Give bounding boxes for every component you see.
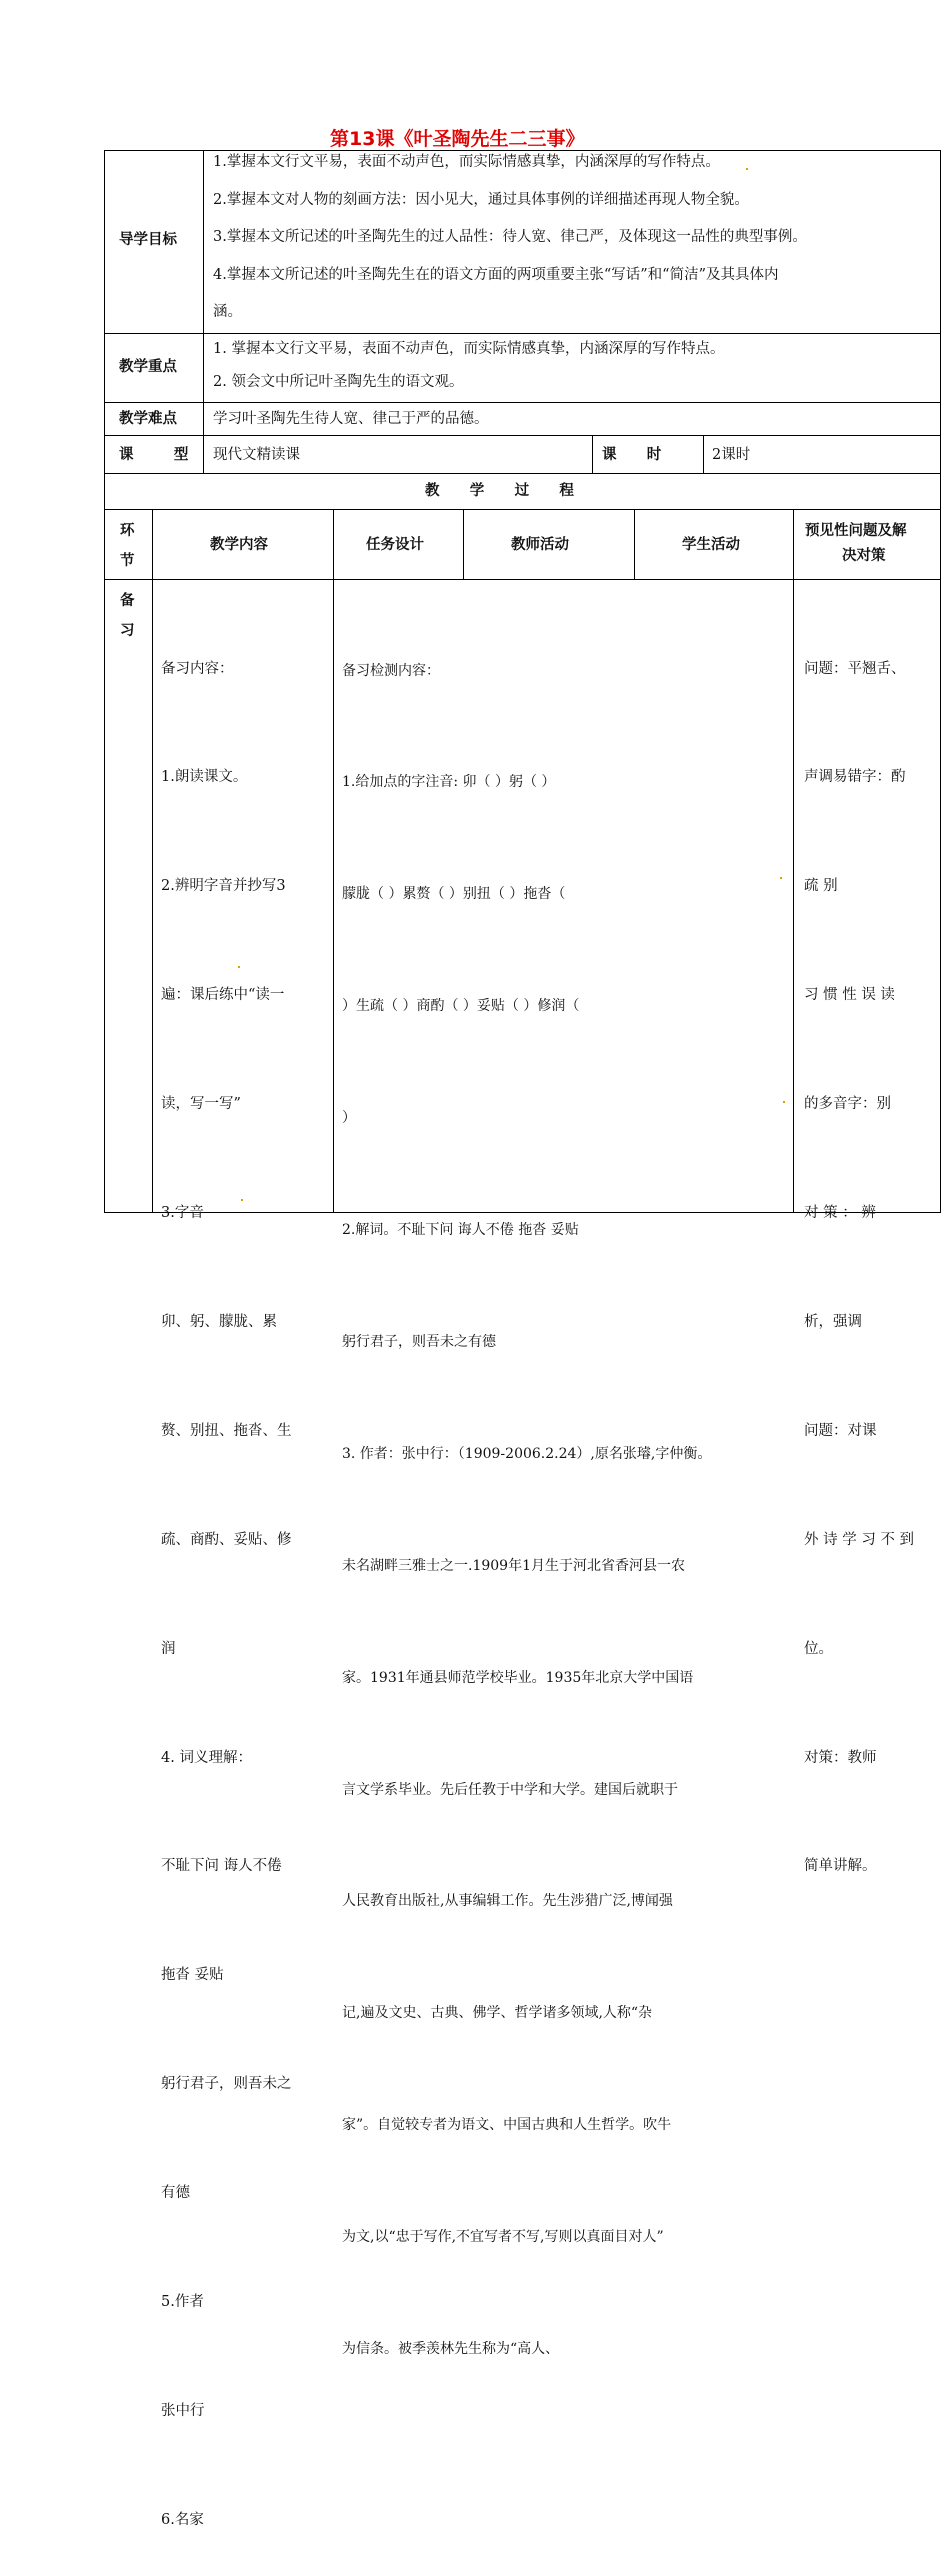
goal-item: 2.掌握本文对人物的刻画方法：因小见大，通过具体事例的详细描述再现人物全貌。 xyxy=(213,191,749,208)
column-divider xyxy=(703,435,704,473)
content-line: 3.字音 xyxy=(161,1205,204,1222)
content-line: 1.朗读课文。 xyxy=(161,769,248,786)
hours-value: 2课时 xyxy=(712,447,751,463)
col-problems-header-1: 预见性问题及解 xyxy=(805,523,907,539)
page-title: 第13课《叶圣陶先生二三事》 xyxy=(330,128,585,150)
task-design xyxy=(342,578,711,2406)
content-line: 备习内容： xyxy=(161,660,234,677)
course-type-label: 课 型 xyxy=(119,447,189,463)
task-line: 言文学系毕业。先后任教于中学和大学。建国后就职于 xyxy=(342,1781,678,1798)
task-line: 3. 作者：张中行：（1909-2006.2.24）,原名张璿,字仲衡。 xyxy=(342,1445,712,1462)
column-divider xyxy=(793,509,794,1213)
task-line: 朦胧（ ）累赘（ ）别扭（ ）拖沓（ xyxy=(342,886,566,903)
content-line: 读，写一写” xyxy=(161,1096,241,1113)
key-point-item: 1. 掌握本文行文平易，表面不动声色，而实际情感真挚，内涵深厚的写作特点。 xyxy=(213,341,725,357)
problem-line: 声调易错字：酌 xyxy=(804,769,906,786)
task-line: 备习检测内容： xyxy=(342,662,440,679)
content-line: 疏、商酌、妥贴、修 xyxy=(161,1531,292,1548)
problem-line: 问题：对课 xyxy=(804,1422,877,1439)
content-line: 2.辨明字音并抄写3 xyxy=(161,878,286,895)
content-line: 6.名家 xyxy=(161,2511,204,2528)
goal-item: 3.掌握本文所记述的叶圣陶先生的过人品性：待人宽、律己严，及体现这一品性的典型事例。 xyxy=(213,229,807,245)
task-line: ） xyxy=(342,1110,356,1127)
row-divider xyxy=(104,402,941,403)
content-line: 张中行 xyxy=(161,2402,205,2419)
problem-line: 对 策 ： 辨 xyxy=(804,1205,876,1222)
task-line: 躬行君子，则吾未之有德 xyxy=(342,1333,496,1350)
task-line: 1.给加点的字注音: 卯（ ）躬（ ） xyxy=(342,774,556,791)
stage-label: 备习 xyxy=(120,593,135,639)
column-divider xyxy=(203,150,204,473)
task-line: 人民教育出版社,从事编辑工作。先生涉猎广泛,博闻强 xyxy=(342,1893,673,1910)
problem-line: 位。 xyxy=(804,1640,833,1657)
column-divider xyxy=(333,509,334,1213)
scan-speck xyxy=(238,966,240,968)
difficulty-text: 学习叶圣陶先生待人宽、律己于严的品德。 xyxy=(213,411,489,427)
column-divider xyxy=(463,509,464,579)
col-content-header: 教学内容 xyxy=(210,537,268,553)
goal-item: 4.掌握本文所记述的叶圣陶先生在的语文方面的两项重要主张“写话”和“简洁”及其具体内 xyxy=(213,266,779,283)
column-divider xyxy=(152,509,153,1213)
col-task-header: 任务设计 xyxy=(366,537,424,553)
problem-line: 习 惯 性 误 读 xyxy=(804,987,895,1004)
content-line: 卯、躬、朦胧、累 xyxy=(161,1313,277,1330)
teaching-content xyxy=(161,578,292,2574)
content-line: 赘、别扭、拖沓、生 xyxy=(161,1422,292,1439)
problem-line: 析，强调 xyxy=(804,1313,862,1330)
problem-line: 简单讲解。 xyxy=(804,1858,877,1875)
task-line: 2.解词。不耻下问 诲人不倦 拖沓 妥贴 xyxy=(342,1222,579,1239)
difficulty-label: 教学难点 xyxy=(119,411,177,427)
content-line: 拖沓 妥贴 xyxy=(161,1967,224,1984)
content-line: 躬行君子，则吾未之 xyxy=(161,2076,292,2093)
problem-line: 问题：平翘舌、 xyxy=(804,660,906,677)
scan-speck xyxy=(241,1199,243,1201)
goals-list xyxy=(213,144,807,332)
task-line: 为文,以“忠于写作,不宜写者不写,写则以真面目对人” xyxy=(342,2229,664,2246)
scan-speck xyxy=(780,877,782,879)
task-line: 为信条。被季羡林先生称为“高人、 xyxy=(342,2340,560,2357)
content-line: 不耻下问 诲人不倦 xyxy=(161,1858,282,1875)
key-points-list xyxy=(213,333,724,399)
scan-speck xyxy=(746,168,748,170)
task-line: 家。1931年通县师范学校毕业。1935年北京大学中国语 xyxy=(342,1669,694,1686)
row-divider xyxy=(104,509,941,510)
col-stage-header: 环节 xyxy=(120,523,135,569)
problems-countermeasures xyxy=(804,578,914,1921)
content-line: 5.作者 xyxy=(161,2293,204,2310)
course-type-value: 现代文精读课 xyxy=(213,447,300,463)
content-line: 遍：课后练中“读一 xyxy=(161,987,285,1004)
task-line: 记,遍及文史、古典、佛学、哲学诸多领域,人称“杂 xyxy=(342,2005,653,2022)
content-line: 润 xyxy=(161,1640,176,1657)
column-divider xyxy=(634,509,635,579)
row-divider xyxy=(104,473,941,474)
col-teacher-header: 教师活动 xyxy=(511,537,569,553)
column-divider xyxy=(592,435,593,473)
key-point-item: 2. 领会文中所记叶圣陶先生的语文观。 xyxy=(213,374,464,390)
scan-speck xyxy=(783,1101,785,1103)
problem-line: 对策：教师 xyxy=(804,1749,877,1766)
key-points-label: 教学重点 xyxy=(119,359,177,375)
goals-label: 导学目标 xyxy=(119,232,177,248)
problem-line: 疏 别 xyxy=(804,878,838,895)
goal-item: 涵。 xyxy=(213,304,242,320)
col-problems-header-2: 决对策 xyxy=(842,548,886,564)
task-line: ）生疏（ ）商酌（ ）妥贴（ ）修润（ xyxy=(342,998,580,1015)
content-line: 4. 词义理解： xyxy=(161,1749,252,1766)
task-line: 未名湖畔三雅士之一.1909年1月生于河北省香河县一农 xyxy=(342,1557,685,1574)
content-line: 有德 xyxy=(161,2185,190,2202)
process-header: 教 学 过 程 xyxy=(425,483,574,499)
hours-label: 课 时 xyxy=(602,447,662,463)
problem-line: 的多音字：别 xyxy=(804,1096,891,1113)
col-student-header: 学生活动 xyxy=(682,537,740,553)
task-line: 家”。自觉较专者为语文、中国古典和人生哲学。吹牛 xyxy=(342,2117,672,2134)
row-divider xyxy=(104,435,941,436)
problem-line: 外 诗 学 习 不 到 xyxy=(804,1531,915,1548)
goal-item: 1.掌握本文行文平易，表面不动声色，而实际情感真挚，内涵深厚的写作特点。 xyxy=(213,154,720,170)
